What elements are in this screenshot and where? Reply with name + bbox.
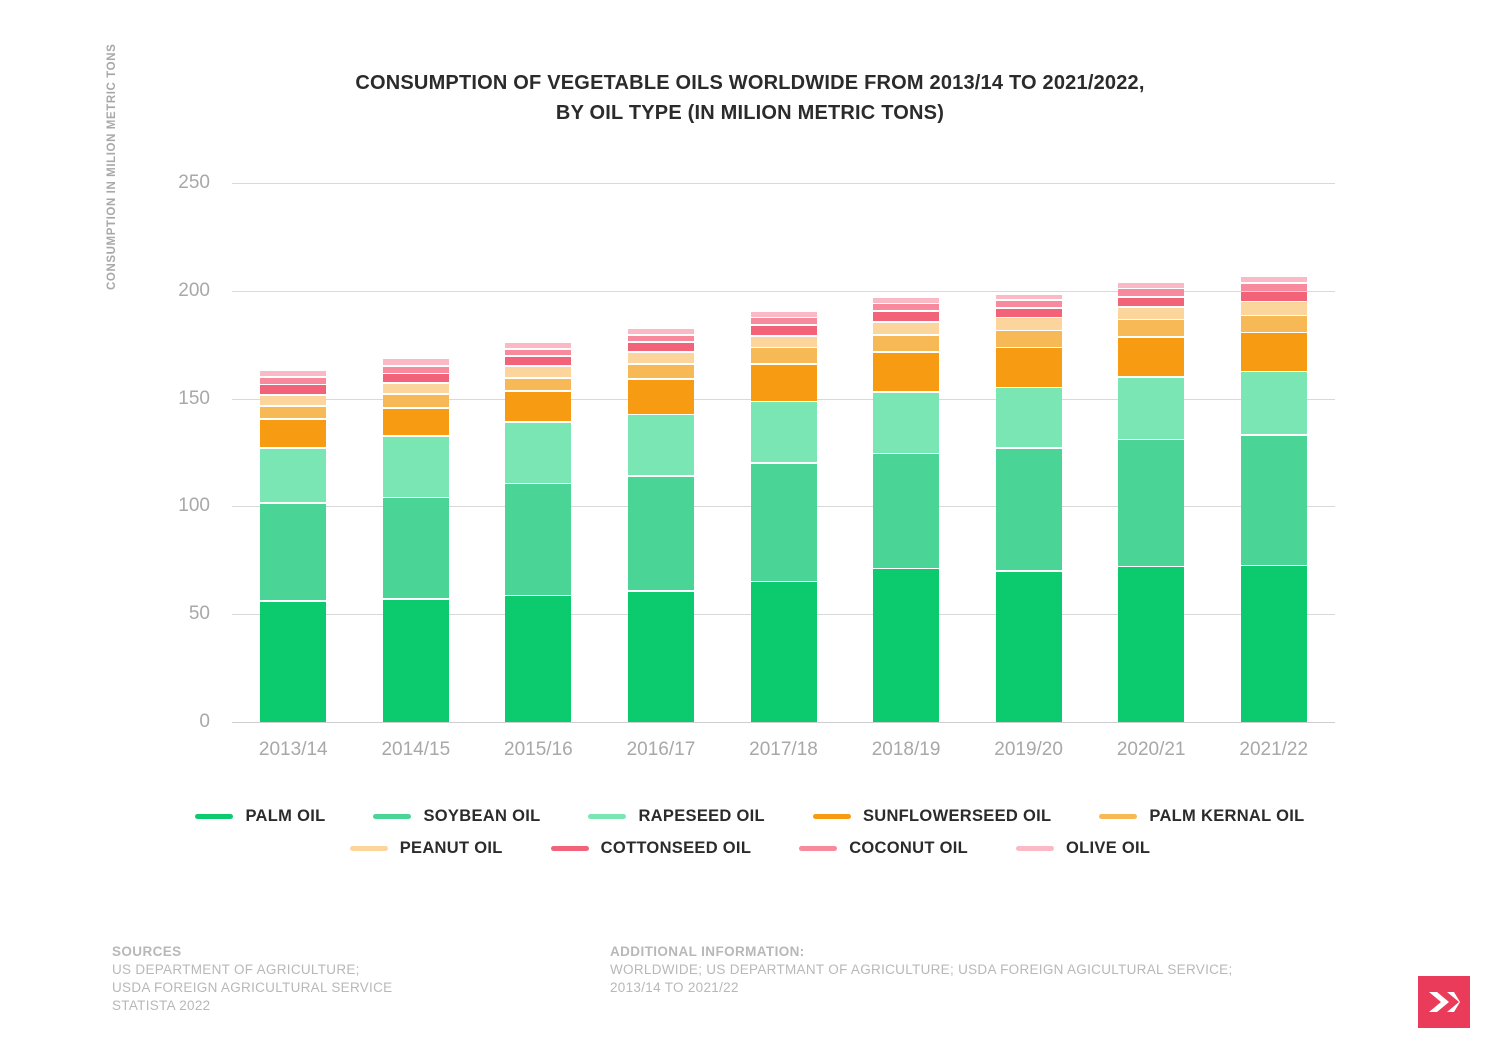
bar-segment[interactable] [873,336,939,352]
bar-segment[interactable] [383,395,449,407]
bar-segment[interactable] [505,423,571,483]
bar-segment[interactable] [1118,298,1184,306]
bar-segment[interactable] [1118,378,1184,439]
legend-swatch [813,814,851,819]
bar-segment[interactable] [1241,436,1307,565]
legend-item[interactable] [195,807,325,826]
bar-segment[interactable] [505,379,571,390]
x-tick-label: 2013/14 [258,739,328,760]
bar-segment[interactable] [1241,292,1307,300]
bar-segment[interactable] [751,337,817,347]
additional-information-heading: ADDITIONAL INFORMATION: [610,944,805,959]
bar-segment[interactable] [873,304,939,310]
legend-row-1 [0,800,1500,832]
bar-segment[interactable] [260,385,326,394]
legend-label: RAPESEED OIL [638,806,765,825]
bar-segment[interactable] [873,454,939,568]
bar-segment[interactable] [628,353,694,363]
sources-body [112,961,552,1015]
legend-swatch [799,846,837,851]
stacked-bar[interactable] [996,183,1062,722]
bar-segment[interactable] [996,318,1062,329]
legend-item[interactable] [1099,807,1304,826]
legend-item[interactable] [373,807,540,826]
bar-segment[interactable] [751,312,817,317]
bar-segment[interactable] [996,388,1062,447]
chart-legend [0,800,1500,864]
legend-label: COCONUT OIL [849,838,968,857]
legend-item[interactable] [813,807,1051,826]
bar-segment[interactable] [260,602,326,722]
bar-segment[interactable] [996,449,1062,570]
bar-segment[interactable] [505,343,571,348]
bar-segment[interactable] [260,371,326,376]
sources-block [112,943,552,1015]
bar-group[interactable] [873,183,939,722]
bar-segment[interactable] [505,596,571,722]
bar-segment[interactable] [1241,302,1307,314]
legend-row-2 [0,832,1500,864]
bar-segment[interactable] [873,312,939,321]
legend-label: PALM OIL [245,806,326,825]
bar-segment[interactable] [1241,333,1307,370]
statista-logo [1418,976,1470,1028]
footer-text-line: WORLDWIDE; US DEPARTMANT OF AGRICULTURE; USDA FOREIGN AGICULTURAL SERVICE; [610,962,1233,977]
y-tick-label: 100 [178,495,210,517]
stacked-bar[interactable] [628,183,694,722]
additional-information-block [610,943,1370,997]
x-tick-label: 2016/17 [626,739,696,760]
bar-segment[interactable] [628,343,694,351]
bar-segment[interactable] [996,572,1062,722]
bar-segment[interactable] [1118,338,1184,376]
additional-information-body [610,961,1370,997]
footer [0,935,1500,1040]
bar-segment[interactable] [751,348,817,363]
bar-group[interactable] [628,183,694,722]
bar-segment[interactable] [260,504,326,600]
bar-segment[interactable] [1118,283,1184,288]
footer-text-line: US DEPARTMENT OF AGRICULTURE; [112,962,360,977]
bar-segment[interactable] [751,582,817,722]
stacked-bar[interactable] [383,183,449,722]
stacked-bar[interactable] [260,183,326,722]
bar-segment[interactable] [383,437,449,497]
legend-label: SUNFLOWERSEED OIL [862,806,1052,825]
bar-segment[interactable] [1241,566,1307,722]
y-tick-label: 200 [178,279,210,301]
bar-segment[interactable] [1118,289,1184,296]
stacked-bar[interactable] [1118,183,1184,722]
legend-swatch [373,814,411,819]
legend-item[interactable] [551,839,752,858]
bar-segment[interactable] [505,484,571,595]
bar-segment[interactable] [1118,320,1184,336]
y-tick-label: 250 [178,172,210,193]
bar-group[interactable] [260,183,326,722]
y-tick-label: 50 [188,603,210,625]
legend-item[interactable] [1016,839,1150,858]
legend-swatch [195,814,233,819]
sources-heading: SOURCES [112,944,182,959]
legend-swatch [588,814,626,819]
x-tick-label: 2015/16 [504,739,573,760]
bar-segment[interactable] [996,301,1062,307]
page-title-line-2: BY OIL TYPE (IN MILION METRIC TONS) [555,102,945,124]
legend-swatch [1099,814,1137,819]
bar-group[interactable] [751,183,817,722]
bar-segment[interactable] [873,353,939,391]
y-tick-label: 150 [178,387,210,409]
legend-swatch [350,846,388,851]
bar-segment[interactable] [260,378,326,384]
bar-segment[interactable] [505,357,571,365]
bar-segment[interactable] [628,415,694,475]
legend-item[interactable] [350,839,503,858]
bar-segment[interactable] [996,295,1062,300]
x-tick-label: 2019/20 [994,739,1063,760]
plot-region [178,172,1335,760]
bar-segment[interactable] [1118,308,1184,319]
bar-segment[interactable] [505,392,571,422]
y-axis-label: CONSUMPTION IN MILION METRIC TONS [106,43,118,290]
legend-label: PEANUT OIL [399,838,503,857]
bar-segment[interactable] [505,350,571,356]
bar-segment[interactable] [383,600,449,722]
footer-text-line: 2013/14 TO 2021/22 [610,980,739,995]
page-title-line-1: CONSUMPTION OF VEGETABLE OILS WORLDWIDE FROM 2013/14 TO 2021/2022, [355,72,1145,94]
legend-label: COTTONSEED OIL [600,838,752,857]
legend-label: PALM KERNAL OIL [1149,806,1305,825]
bar-segment[interactable] [873,393,939,453]
bar-segment[interactable] [751,326,817,335]
bar-segment[interactable] [628,336,694,342]
bar-segment[interactable] [260,407,326,418]
bar-segment[interactable] [628,477,694,591]
bar-segment[interactable] [383,367,449,373]
stacked-bar[interactable] [751,183,817,722]
bar-group[interactable] [505,183,571,722]
footer-text-line: STATISTA 2022 [112,998,211,1013]
bar-segment[interactable] [873,569,939,722]
bar-segment[interactable] [1118,567,1184,722]
bar-group[interactable] [1118,183,1184,722]
x-tick-label: 2017/18 [749,739,818,760]
x-tick-label: 2021/22 [1239,739,1309,760]
bar-segment[interactable] [383,384,449,393]
bar-segment[interactable] [628,365,694,378]
bar-group[interactable] [996,183,1062,722]
x-axis-line [232,722,1335,723]
bar-segment[interactable] [751,402,817,462]
bar-group[interactable] [1241,183,1307,722]
x-tick-label: 2014/15 [381,739,451,760]
bar-group[interactable] [383,183,449,722]
bar-segment[interactable] [628,329,694,334]
footer-text-line: USDA FOREIGN AGRICULTURAL SERVICE [112,980,393,995]
stacked-bar[interactable] [873,183,939,722]
bar-segment[interactable] [873,298,939,303]
bar-segment[interactable] [751,318,817,324]
bar-segment[interactable] [628,592,694,722]
bar-segment[interactable] [260,396,326,405]
bar-segment[interactable] [260,420,326,448]
legend-label: OLIVE OIL [1066,838,1151,857]
bar-segment[interactable] [873,323,939,334]
bar-segment[interactable] [1241,284,1307,291]
bar-segment[interactable] [260,449,326,502]
bar-segment[interactable] [751,365,817,401]
bar-segment[interactable] [996,309,1062,317]
bar-segment[interactable] [383,409,449,435]
bar-segment[interactable] [1118,440,1184,566]
x-tick-label: 2020/21 [1116,739,1186,760]
bar-segment[interactable] [1241,277,1307,282]
legend-label: SOYBEAN OIL [423,806,541,825]
bar-segment[interactable] [505,367,571,377]
bar-segment[interactable] [383,359,449,365]
bar-segment[interactable] [1241,316,1307,332]
legend-swatch [1016,846,1054,851]
legend-swatch [551,846,589,851]
stacked-bar[interactable] [505,183,571,722]
bar-segment[interactable] [628,380,694,414]
bar-segment[interactable] [383,498,449,598]
stacked-bar[interactable] [1241,183,1307,722]
bar-segment[interactable] [996,331,1062,347]
x-tick-label: 2018/19 [871,739,941,760]
legend-item[interactable] [588,807,764,826]
bar-segment[interactable] [1241,372,1307,434]
bar-segment[interactable] [751,464,817,581]
bar-segment[interactable] [996,348,1062,386]
bar-segment[interactable] [383,374,449,382]
y-tick-label: 0 [199,711,210,732]
legend-item[interactable] [799,839,968,858]
